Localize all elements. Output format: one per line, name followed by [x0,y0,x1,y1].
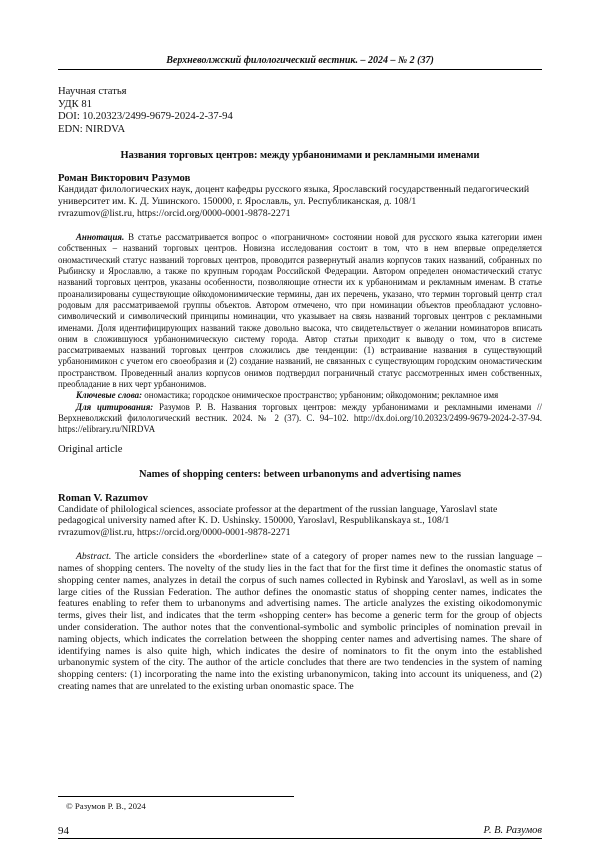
author-contacts-en: rvrazumov@list.ru, https://orcid.org/0000-0001-9878-2271 [58,526,291,538]
author-contacts-ru: rvrazumov@list.ru, https://orcid.org/0000-0001-9878-2271 [58,207,291,219]
abstract-label-ru: Аннотация. [76,232,125,243]
running-author: Р. В. Разумов [483,825,542,836]
abstract-en [58,551,542,693]
keywords-label-ru: Ключевые слова: [76,390,143,401]
citation-label-ru: Для цитирования: [76,401,154,412]
article-body [58,86,542,693]
edn-line: EDN: NIRDVA [58,123,126,135]
article-title-ru: Названия торговых центров: между урбанонимами и рекламными именами [120,150,480,162]
author-affiliation-ru: Кандидат филологических наук, доцент кафедры русского языка, Ярославский государственный педагогический университет им. К. Д. Ушинского. 150000, г. Ярославль, ул. Республиканская, д. 108/1 [58,184,530,207]
doi-line: DOI: 10.20323/2499-9679-2024-2-37-94 [58,111,233,123]
keywords-text-ru: ономастика; городское онимическое пространство; урбаноним; ойкодомоним; рекламное имя [144,390,499,401]
abstract-text-ru: В статье рассматривается вопрос о «пограничном» состоянии новой для русского языка категории имен собственных – названий торговых центров. Новизна исследования состоит в том, что в нем впервые определяется ономастический статус названий торговых центров, проводится развернутый анализ корпусов таких названий, собранных по Рыбинску и Ярославлю, а также по крупным городам Российской Федерации. Автором определен ономастический статус названий торговых центров, указаны особенности, позволяющие отнести их к урбанонимам и рекламным именам. В статье проанализированы существующие ойкодомонимические термины, дан их перечень, указано, что термин торговый центр стал родовым для рассматриваемой группы объектов. Автором отмечено, что при номинации объектов преобладают условно-символический и символический принципы номинации, что указывает на связь названий торговых центров с рекламными именами. Доля идентифицирующих названий также довольно высока, что свидетельствует о желании номинаторов вписать оним в сложившуюся урбанонимическую систему города. Автор статьи приходит к выводу о том, что в системе рассматриваемых названий торговых центров сложились две тенденции: (1) встраивание названия в существующий урбанонимикон с учетом его своеобразия и (2) создание названий, не связанных с существующим городским ономастическим пространством. Проведенный анализ корпусов онимов подтвердил пограничный статус рассмотренных имен собственных, преобладание в них черт урбанонимов. [58,232,543,390]
abstract-text-en: The article considers the «borderline» state of a category of proper names new to the russian language – names of shopping centers. The novelty of the study lies in the fact that for the first time it defines the onomastic status of shopping center names, analyzes in detail the corpus of such names collected in Rybinsk and Yaroslavl, as well as in some large cities of the Russian Federation. The author defines the onomastic status of shopping center names, indicates the features enabling to refer them to urbanonyms and advertising names. The article analyzes the existing oikodomonymic terms, gives their list, and indicates that the term «shopping center» has become a generic term for the group of objects under consideration. The author notes that the conventional-symbolic and symbolic principles of nomination prevail in naming objects, which indicates the correlation between the shopping center names and advertising names. The share of identifying names is also quite high, which indicates the desire of nominators to fit the onym into the established urbanonymic system of the city. The author of the article concludes that there are two tendencies in the system of naming shopping centers: (1) incorporating the name into the existing urbanonymicon, taking into account its uniqueness, and (2) creating names that are unrelated to the existing urban onomastic space. The [58,551,542,693]
abstract-ru [58,232,542,390]
keywords-ru [58,390,542,401]
author-name-ru: Роман Викторович Разумов [58,173,191,185]
footnote-divider [58,796,294,797]
article-title-en: Names of shopping centers: between urbanonyms and advertising names [138,468,462,480]
journal-running-header: Верхневолжский филологический вестник. – 2024 – № 2 (37) [58,55,542,70]
footer-rule [58,838,542,839]
page-number: 94 [58,825,69,837]
abstract-label-en: Abstract. [76,551,112,563]
copyright-footnote: © Разумов Р. В., 2024 [66,801,146,811]
udk-code: УДК 81 [58,98,92,110]
article-type-en: Original article [58,443,123,455]
citation-ru [58,402,542,436]
author-affiliation-en: Candidate of philological sciences, associate professor at the department of the russian language, Yaroslavl state pedagogical university named after K. D. Ushinsky. 150000, Yaroslavl, Respublikanskaya st., 108/1 [58,503,498,527]
author-name-en: Roman V. Razumov [58,492,148,504]
citation-text-ru: Разумов Р. В. Названия торговых центров: между урбанонимами и рекламными именами // Верхневолжский филологический вестник. 2024. № 2 (37). С. 94–102. http://dx.doi.org/10.20323/2499-9679-2024-2-37-94. https://elibrary.ru/NIRDVA [58,401,542,435]
article-type: Научная статья [58,86,127,97]
